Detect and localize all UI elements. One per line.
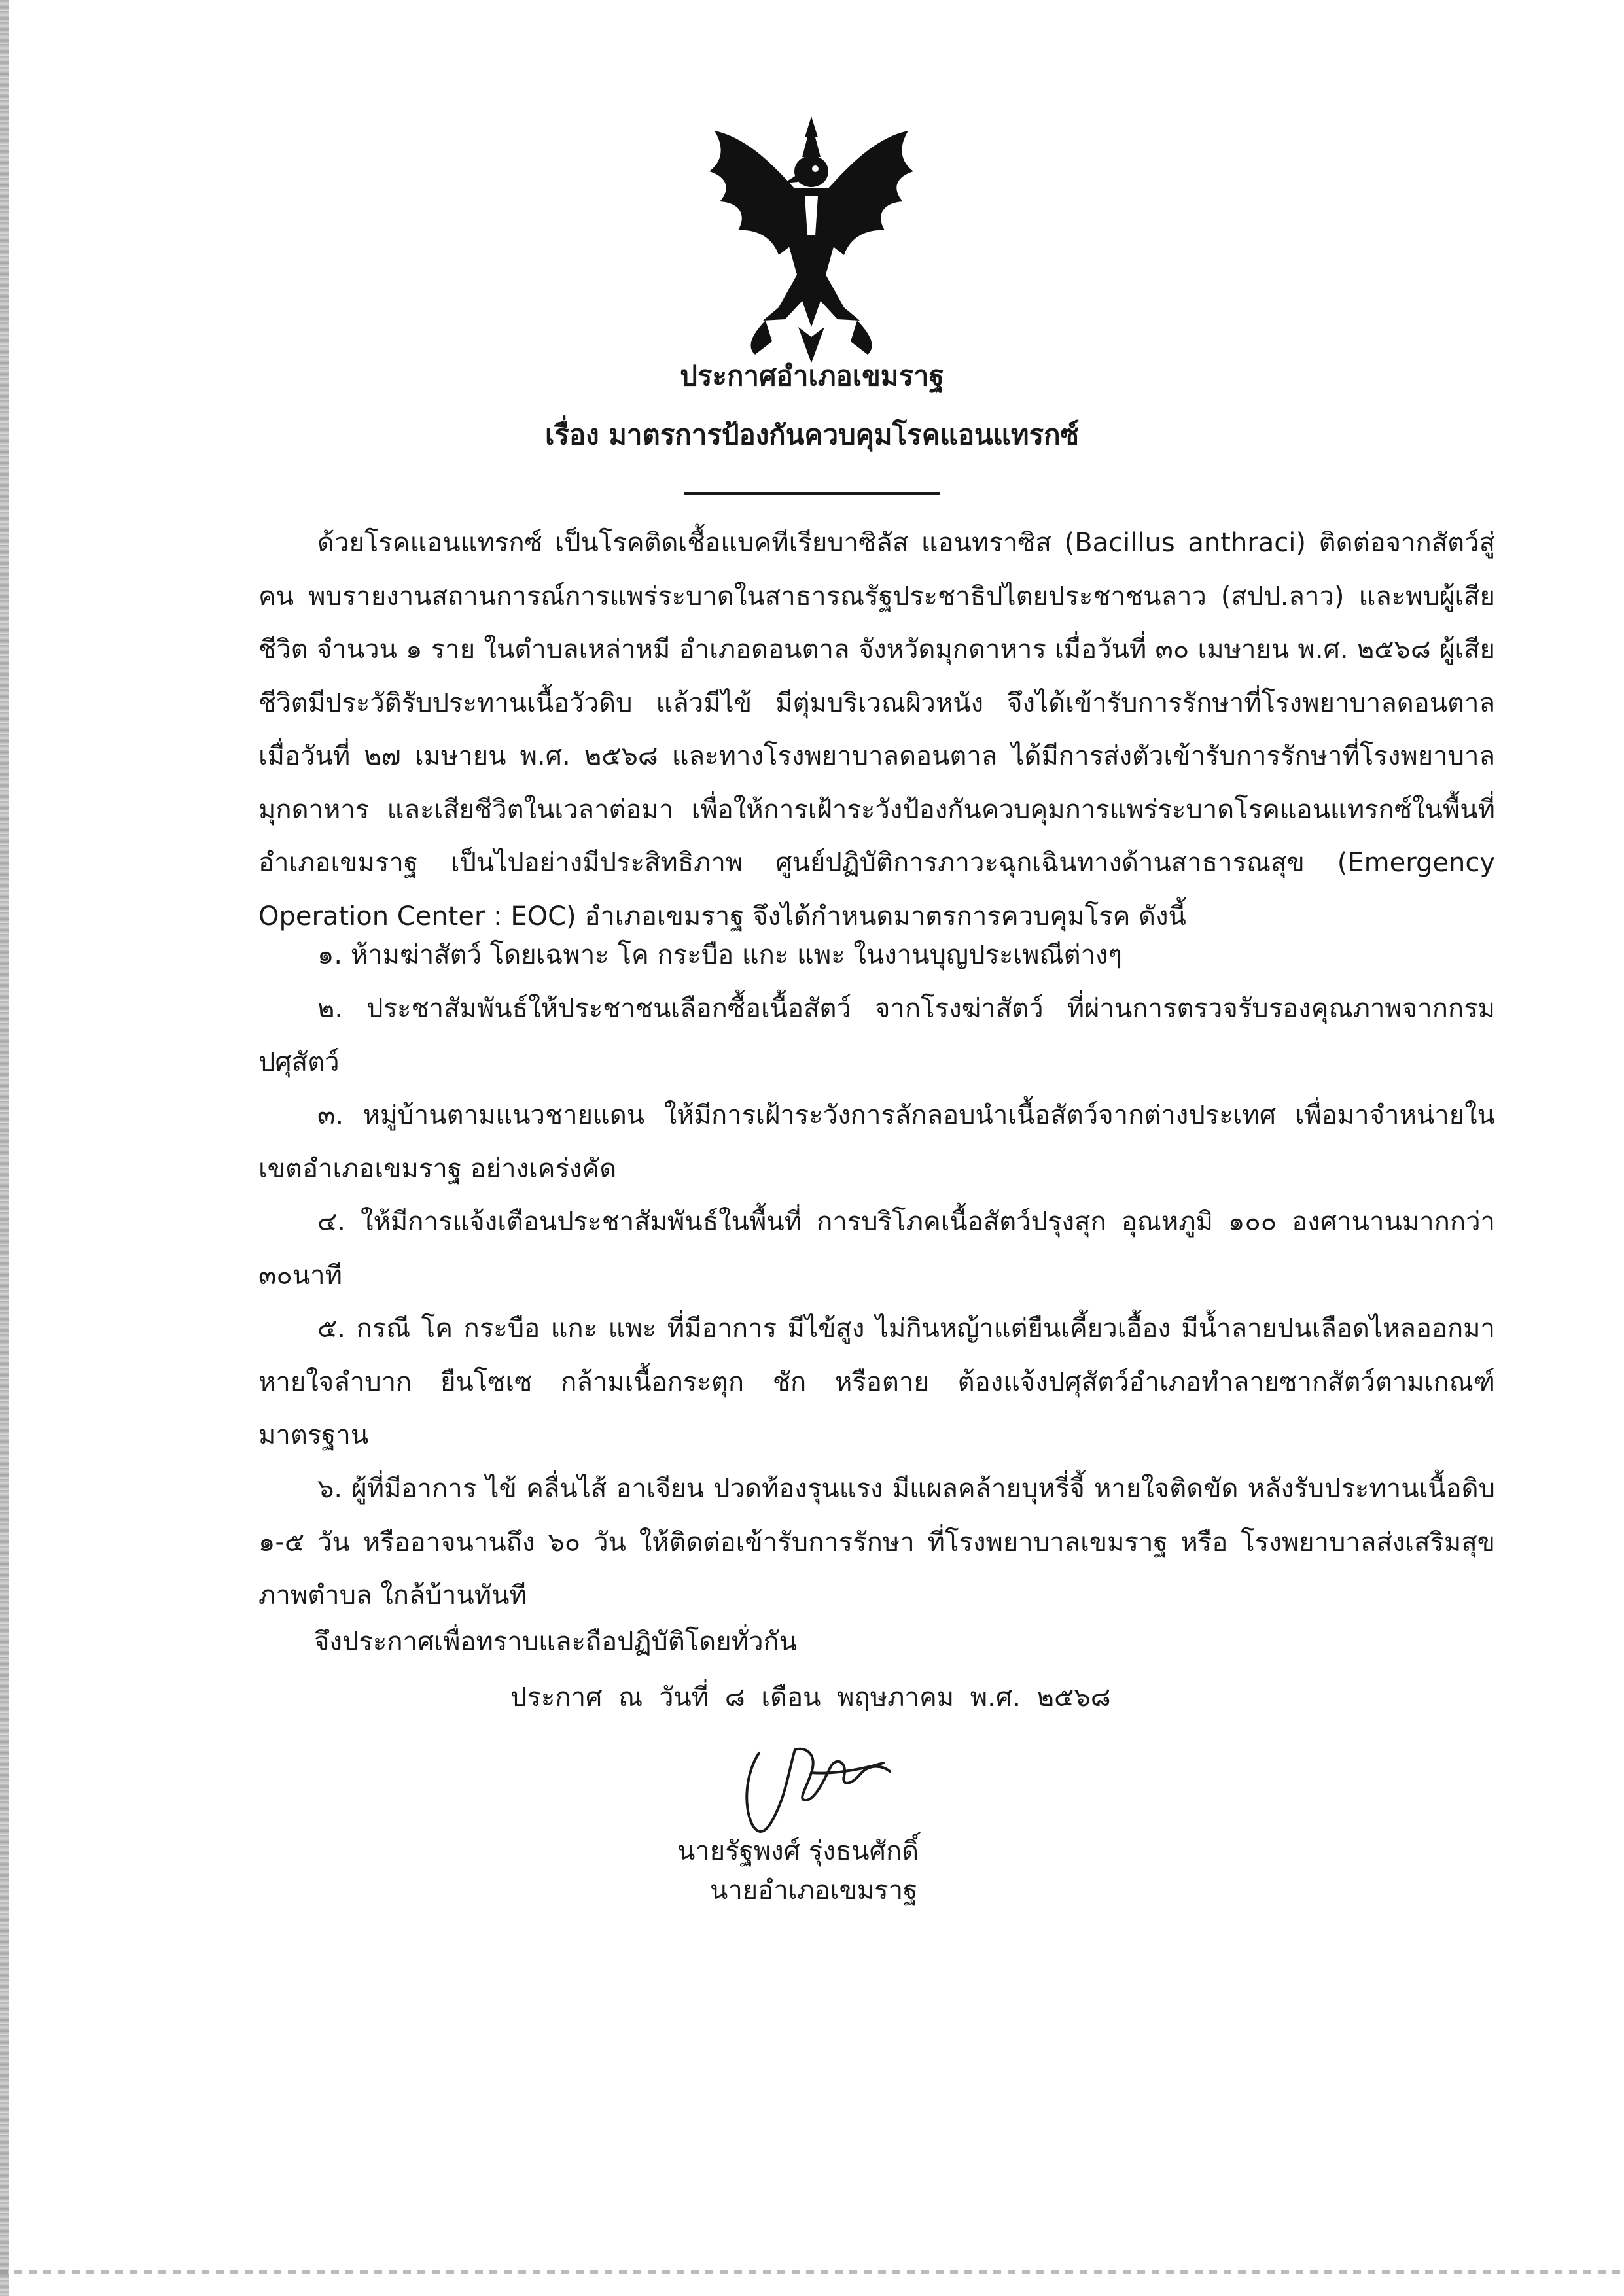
announcement-subject: เรื่อง มาตรการป้องกันควบคุมโรคแอนแทรกซ์ <box>544 419 1080 451</box>
garuda-emblem-icon <box>700 111 923 366</box>
scan-edge-left <box>0 0 9 2296</box>
signer-position: นายอำเภอเขมราฐ <box>710 1875 918 1905</box>
measure-item-2: ๒. ประชาสัมพันธ์ให้ประชาชนเลือกซื้อเนื้อสัตว์ จากโรงฆ่าสัตว์ ที่ผ่านการตรวจรับรองคุณภาพจากกรมปศุสัตว์ <box>258 994 1495 1077</box>
measure-item-4: ๔. ให้มีการแจ้งเตือนประชาสัมพันธ์ในพื้นที่ การบริโภคเนื้อสัตว์ปรุงสุก อุณหภูมิ ๑๐๐ องศานานมากกว่า ๓๐นาที <box>258 1207 1495 1291</box>
measure-item-5: ๕. กรณี โค กระบือ แกะ แพะ ที่มีอาการ มีไข้สูง ไม่กินหญ้าแต่ยืนเคี้ยวเอื้อง มีน้ำลายปนเลือดไหลออกมา หายใจลำบาก ยืนโซเซ กล้ามเนื้อกระตุก ชัก หรือตาย ต้องแจ้งปศุสัตว์อำเภอทำลายซากสัตว์ตามเกณฑ์มาตรฐาน <box>258 1313 1495 1450</box>
announcement-title: ประกาศอำเภอเขมราฐ <box>680 360 944 392</box>
measure-item-6: ๖. ผู้ที่มีอาการ ไข้ คลื่นไส้ อาเจียน ปวดท้องรุนแรง มีแผลคล้ายบุหรี่จี้ หายใจติดขัด หลังรับประทานเนื้อดิบ ๑-๕ วัน หรืออาจนานถึง ๖๐ วัน ให้ติดต่อเข้ารับการรักษา ที่โรงพยาบาลเขมราฐ หรือ โรงพยาบาลส่งเสริมสุขภาพตำบล ใกล้บ้านทันที <box>258 1474 1495 1610</box>
announcement-date: ประกาศ ณ วันที่ ๘ เดือน พฤษภาคม พ.ศ. ๒๕๖๘ <box>510 1682 1111 1713</box>
measure-item-1: ๑. ห้ามฆ่าสัตว์ โดยเฉพาะ โค กระบือ แกะ แพะ ในงานบุญประเพณีต่างๆ <box>317 940 1123 970</box>
closing-statement: จึงประกาศเพื่อทราบและถือปฏิบัติโดยทั่วกัน <box>314 1627 798 1657</box>
signer-name: นายรัฐพงศ์ รุ่งธนศักดิ์ <box>677 1836 919 1866</box>
intro-paragraph: ด้วยโรคแอนแทรกซ์ เป็นโรคติดเชื้อแบคทีเรียบาซิลัส แอนทราซิส (Bacillus anthraci) ติดต่อจากสัตว์สู่คน พบรายงานสถานการณ์การแพร่ระบาดในสาธารณรัฐประชาธิปไตยประชาชนลาว (สปป.ลาว) และพบผู้เสียชีวิต จำนวน ๑ ราย ในตำบลเหล่าหมี อำเภอดอนตาล จังหวัดมุกดาหาร เมื่อวันที่ ๓๐ เมษายน พ.ศ. ๒๕๖๘ ผู้เสียชีวิตมีประวัติรับประทานเนื้อวัวดิบ แล้วมีไข้ มีตุ่มบริเวณผิวหนัง จึงได้เข้ารับการรักษาที่โรงพยาบาลดอนตาล เมื่อวันที่ ๒๗ เมษายน พ.ศ. ๒๕๖๘ และทางโรงพยาบาลดอนตาล ได้มีการส่งตัวเข้ารับการรักษาที่โรงพยาบาลมุกดาหาร และเสียชีวิตในเวลาต่อมา เพื่อให้การเฝ้าระวังป้องกันควบคุมการแพร่ระบาดโรคแอนแทรกซ์ในพื้นที่อำเภอเขมราฐ เป็นไปอย่างมีประสิทธิภาพ ศูนย์ปฏิบัติการภาวะฉุกเฉินทางด้านสาธารณสุข (Emergency Operation Center : EOC) อำเภอเขมราฐ จึงได้กำหนดมาตรการควบคุมโรค ดังนี้ <box>258 528 1495 931</box>
scan-edge-bottom <box>0 2270 1624 2274</box>
title-divider <box>684 492 940 495</box>
measure-item-3: ๓. หมู่บ้านตามแนวชายแดน ให้มีการเฝ้าระวังการลักลอบนำเนื้อสัตว์จากต่างประเทศ เพื่อมาจำหน่ายในเขตอำเภอเขมราฐ อย่างเคร่งคัด <box>258 1100 1495 1184</box>
